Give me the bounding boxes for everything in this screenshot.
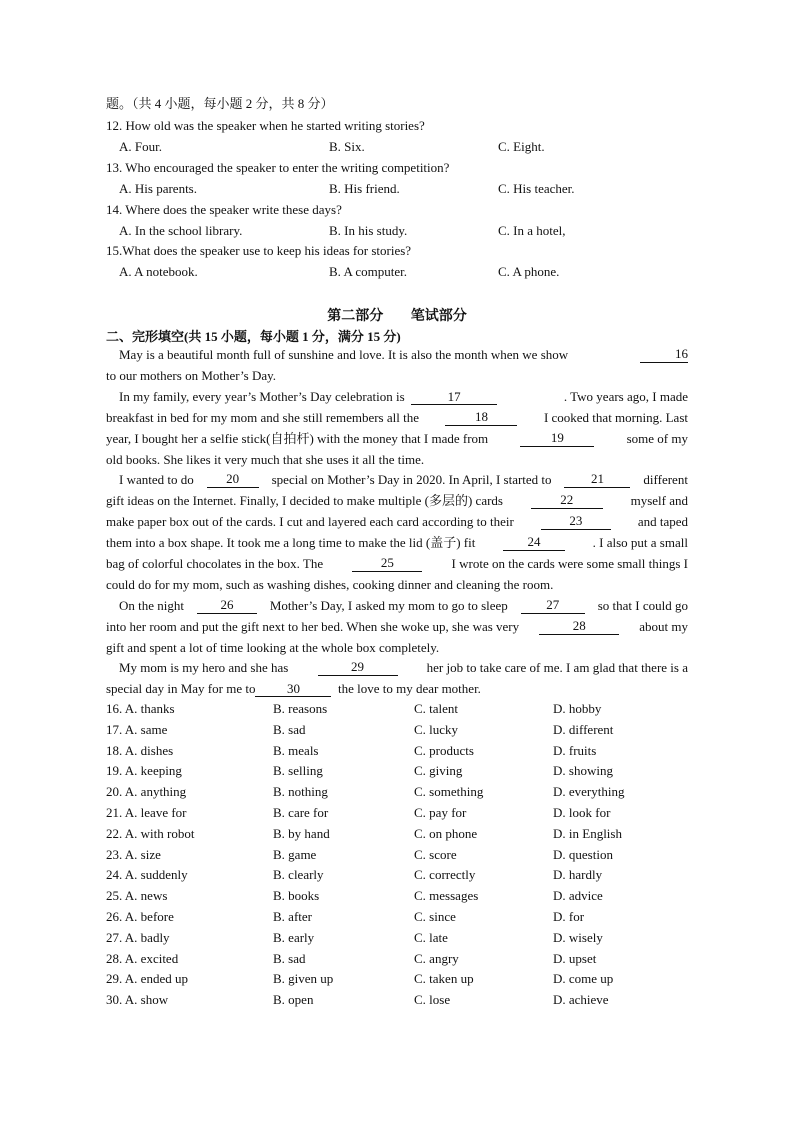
option-25d: D. advice <box>553 888 603 904</box>
passage-text: special on Mother’s Day in 2020. In April, I started to <box>271 472 552 487</box>
option-17d: D. different <box>553 721 614 737</box>
option-17a: 17. A. same <box>106 721 168 737</box>
passage-line <box>119 389 688 405</box>
option-25a: 25. A. news <box>106 888 168 904</box>
blank-16[interactable]: 16 <box>640 347 688 363</box>
passage-text: the love to my dear mother. <box>337 681 481 696</box>
passage-text: myself and <box>630 493 688 508</box>
passage-line <box>119 347 688 363</box>
option-27a: 27. A. badly <box>106 929 170 945</box>
option-22c: C. on phone <box>414 825 478 841</box>
passage-text: could do for my mom, such as washing dishes, cooking dinner and cleaning the room. <box>106 577 554 592</box>
option-12a: A. Four. <box>119 139 162 154</box>
passage-text: about my <box>639 619 688 634</box>
option-28c: C. angry <box>414 950 459 966</box>
option-19b: B. selling <box>273 763 323 779</box>
blank-22[interactable]: 22 <box>531 493 603 509</box>
passage-text: Mother’s Day, I asked my mom to go to sleep <box>269 598 508 613</box>
passage-text: . I also put a small <box>592 535 688 550</box>
passage-text: special day in May for me to <box>106 681 256 696</box>
passage-line <box>106 619 688 635</box>
blank-25[interactable]: 25 <box>352 556 422 572</box>
blank-23[interactable]: 23 <box>541 514 611 530</box>
option-27b: B. early <box>273 929 315 945</box>
part-two-title: 第二部分 <box>327 309 384 324</box>
option-15c: C. A phone. <box>498 264 560 279</box>
blank-19[interactable]: 19 <box>520 431 594 447</box>
option-13b: B. His friend. <box>329 181 400 196</box>
option-18b: B. meals <box>273 742 319 758</box>
option-29c: C. taken up <box>414 971 474 987</box>
option-24c: C. correctly <box>414 867 476 883</box>
blank-20[interactable]: 20 <box>207 472 259 488</box>
passage-line <box>106 514 688 530</box>
option-30d: D. achieve <box>553 992 609 1008</box>
passage-line <box>106 431 688 447</box>
passage-text: to our mothers on Mother’s Day. <box>106 368 277 383</box>
passage-text: I wanted to do <box>119 472 194 487</box>
option-14b: B. In his study. <box>329 223 408 238</box>
option-23d: D. question <box>553 846 613 862</box>
option-16d: D. hobby <box>553 701 602 716</box>
option-20d: D. everything <box>553 784 625 800</box>
option-22d: D. in English <box>553 825 622 841</box>
option-16a: 16. A. thanks <box>106 701 175 716</box>
blank-24[interactable]: 24 <box>503 535 565 551</box>
passage-text: gift ideas on the Internet. Finally, I decided to make multiple (多层的) cards <box>106 493 503 508</box>
option-22a: 22. A. with robot <box>106 825 195 841</box>
option-21a: 21. A. leave for <box>106 805 187 820</box>
blank-27[interactable]: 27 <box>521 598 585 614</box>
passage-line <box>119 598 688 614</box>
blank-17[interactable]: 17 <box>411 390 497 405</box>
option-26c: C. since <box>414 909 456 924</box>
question-12: 12. How old was the speaker when he started writing stories? <box>106 118 425 133</box>
option-20b: B. nothing <box>273 784 328 800</box>
option-21b: B. care for <box>273 805 329 820</box>
passage-text: . Two years ago, I made <box>563 389 688 404</box>
option-27d: D. wisely <box>553 929 603 945</box>
option-18a: 18. A. dishes <box>106 742 174 758</box>
passage-line <box>106 535 688 551</box>
passage-line <box>106 556 688 572</box>
option-20a: 20. A. anything <box>106 784 187 800</box>
option-16b: B. reasons <box>273 701 328 716</box>
passage-line <box>106 410 688 426</box>
passage-text: old books. She likes it very much that she uses it all the time. <box>106 452 425 467</box>
passage-text: and taped <box>637 514 688 529</box>
option-22b: B. by hand <box>273 825 330 841</box>
option-29a: 29. A. ended up <box>106 971 188 987</box>
option-24d: D. hardly <box>553 867 603 883</box>
option-29b: B. given up <box>273 971 334 987</box>
option-30b: B. open <box>273 992 314 1008</box>
option-27c: C. late <box>414 929 448 945</box>
passage-line <box>106 681 481 697</box>
option-29d: D. come up <box>553 971 614 987</box>
passage-line <box>119 472 688 488</box>
written-part-title: 笔试部分 <box>410 309 467 324</box>
option-21d: D. look for <box>553 805 611 820</box>
blank-18[interactable]: 18 <box>445 410 517 426</box>
option-13c: C. His teacher. <box>498 181 575 196</box>
option-21c: C. pay for <box>414 805 467 820</box>
option-28d: D. upset <box>553 950 597 966</box>
option-16c: C. talent <box>414 701 459 716</box>
option-23b: B. game <box>273 846 317 862</box>
option-24b: B. clearly <box>273 867 324 883</box>
option-20c: C. something <box>414 784 484 800</box>
option-15b: B. A computer. <box>329 264 407 279</box>
listening-intro: 题。（共 4 小题，每小题 2 分，共 8 分） <box>106 96 334 111</box>
passage-line <box>119 660 688 676</box>
option-17b: B. sad <box>273 721 306 737</box>
blank-26[interactable]: 26 <box>197 598 257 614</box>
cloze-header: 二、完形填空(共 15 小题，每小题 1 分，满分 15 分) <box>106 329 401 344</box>
option-23a: 23. A. size <box>106 846 161 862</box>
passage-text: May is a beautiful month full of sunshine and love. It is also the month when we show <box>119 347 569 362</box>
question-15: 15.What does the speaker use to keep his ideas for stories? <box>106 243 412 258</box>
passage-text: On the night <box>119 598 184 613</box>
option-25c: C. messages <box>414 888 479 904</box>
blank-30[interactable]: 30 <box>255 682 331 697</box>
part-two-heading <box>0 305 794 325</box>
option-30a: 30. A. show <box>106 992 169 1008</box>
option-19a: 19. A. keeping <box>106 763 182 779</box>
option-26a: 26. A. before <box>106 909 174 924</box>
passage-text: into her room and put the gift next to her bed. When she woke up, she was very <box>106 619 520 634</box>
option-18c: C. products <box>414 742 474 758</box>
option-18d: D. fruits <box>553 742 597 758</box>
passage-text: different <box>643 472 688 487</box>
passage-text: I wrote on the cards were some small things I <box>451 556 688 571</box>
option-19d: D. showing <box>553 763 613 779</box>
option-28a: 28. A. excited <box>106 950 179 966</box>
option-26d: D. for <box>553 909 585 924</box>
passage-text: breakfast in bed for my mom and she still remembers all the <box>106 410 419 425</box>
passage-text: so that I could go <box>597 598 688 613</box>
passage-text: I cooked that morning. Last <box>543 410 688 425</box>
option-24a: 24. A. suddenly <box>106 867 188 883</box>
option-19c: C. giving <box>414 763 463 779</box>
option-26b: B. after <box>273 909 312 924</box>
question-13: 13. Who encouraged the speaker to enter the writing competition? <box>106 160 450 175</box>
option-17c: C. lucky <box>414 721 459 737</box>
option-13a: A. His parents. <box>119 181 197 196</box>
option-23c: C. score <box>414 846 457 862</box>
passage-text: make paper box out of the cards. I cut and layered each card according to their <box>106 514 514 529</box>
option-14a: A. In the school library. <box>119 223 243 238</box>
passage-text: them into a box shape. It took me a long time to make the lid (盖子) fit <box>106 535 476 550</box>
option-25b: B. books <box>273 888 320 904</box>
option-15a: A. A notebook. <box>119 264 198 279</box>
passage-text: year, I bought her a selfie stick(自拍杆) with the money that I made from <box>106 431 489 446</box>
blank-21[interactable]: 21 <box>564 472 630 488</box>
passage-text: some of my <box>626 431 688 446</box>
passage-line <box>106 493 688 509</box>
option-12c: C. Eight. <box>498 139 545 154</box>
passage-text: My mom is my hero and she has <box>119 660 289 675</box>
passage-text: bag of colorful chocolates in the box. The <box>106 556 324 571</box>
passage-text: gift and spent a lot of time looking at the whole box completely. <box>106 640 440 655</box>
option-30c: C. lose <box>414 992 451 1008</box>
option-12b: B. Six. <box>329 139 365 154</box>
question-14: 14. Where does the speaker write these days? <box>106 202 342 217</box>
option-14c: C. In a hotel, <box>498 223 566 238</box>
blank-29[interactable]: 29 <box>318 660 398 676</box>
option-28b: B. sad <box>273 950 306 966</box>
passage-text: In my family, every year’s Mother’s Day celebration is 17 <box>119 389 497 405</box>
blank-28[interactable]: 28 <box>539 619 619 635</box>
passage-text: her job to take care of me. I am glad that there is a <box>426 660 688 675</box>
